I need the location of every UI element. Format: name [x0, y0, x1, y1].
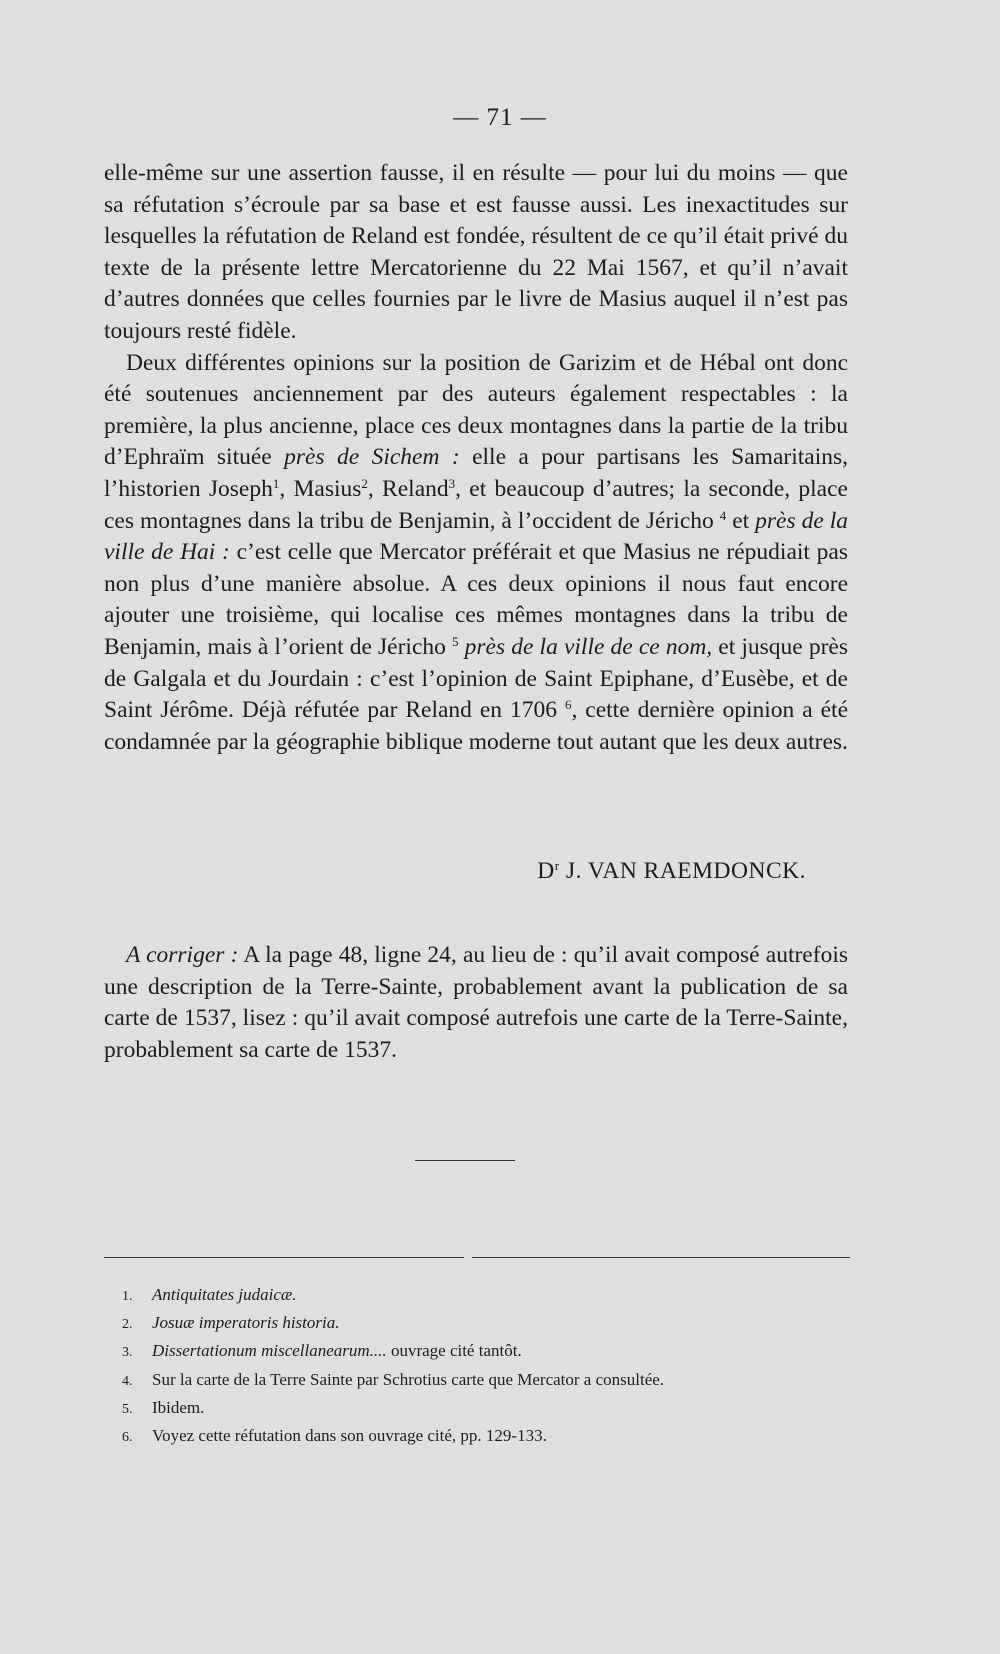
- main-text: [104, 158, 848, 758]
- italic-phrase: près de Sichem :: [284, 444, 460, 471]
- text-run: Deux différentes opinions sur la position de Garizim et de Hébal ont donc été soutenues anciennement par des auteurs également respectables : la première, la plus ancienne, place ces deux montagnes dans la partie de la tribu d’Ephraïm située: [104, 349, 848, 471]
- text-run: et jusque près de Galgala et du Jourdain : c’est l’opinion de Saint Epiphane, d’Eusèbe, et de Saint Jérôme. Déjà réfutée par Reland en 1706: [104, 633, 849, 724]
- text-run: , cette dernière opinion a été condamnée par la géographie biblique moderne tout autant que les deux autres.: [104, 697, 849, 755]
- footnote-item: [122, 1282, 862, 1310]
- footnote-title: Josuæ imperatoris historia.: [152, 1313, 340, 1333]
- author-signature: [0, 858, 806, 885]
- footnote-rule-right: [472, 1257, 850, 1258]
- footnote-title: Dissertationum miscellanearum....: [152, 1341, 387, 1361]
- paragraph-2: [104, 348, 848, 759]
- corrigendum-label: A corriger :: [126, 942, 239, 968]
- signature-title: D: [537, 858, 555, 884]
- footnote-ref-5[interactable]: 5: [452, 633, 459, 649]
- text-run: , Masius: [279, 475, 362, 502]
- footnote-text: Sur la carte de la Terre Sainte par Schrotius carte que Mercator a consultée.: [152, 1369, 665, 1389]
- italic-phrase: près de la ville de ce nom,: [464, 633, 713, 660]
- footnote-ref-6[interactable]: 6: [564, 697, 572, 713]
- corrigendum: [104, 940, 848, 1066]
- text-run: c’est celle que Mercator préférait et que Masius ne répudiait pas non plus d’une manière absolue. A ces deux opinions il nous faut encore ajouter une troisième, qui localise ces mêmes montagnes dans la tribu de Benjamin, mais à l’orient de Jéricho: [104, 539, 848, 660]
- footnote-ref-1[interactable]: 1: [272, 475, 280, 491]
- footnotes: [122, 1282, 862, 1451]
- footnote-text: ouvrage cité tantôt.: [390, 1341, 522, 1361]
- footnote-rule-left: [104, 1257, 464, 1258]
- section-divider: [415, 1160, 515, 1161]
- text-run: , Reland: [367, 475, 449, 502]
- footnote-ref-2[interactable]: 2: [361, 475, 368, 491]
- footnote-number: 2.: [122, 1317, 133, 1333]
- footnote-number: 3.: [122, 1345, 133, 1361]
- signature-title-suffix: r: [554, 858, 560, 873]
- text-run: et: [732, 507, 750, 534]
- footnote-number: 6.: [122, 1430, 133, 1446]
- footnote-title: Antiquitates judaicæ.: [152, 1285, 297, 1304]
- paragraph-1: elle-même sur une assertion fausse, il en résulte — pour lui du moins — que sa réfutation s’écroule par sa base et est fausse aussi. Les inexactitudes sur lesquelles la réfutation de Reland est fondée, résultent de ce qu’il était privé du texte de la présente lettre Mercatorienne du 22 Mai 1567, et qu’il n’avait d’autres données que celles fournies par le livre de Masius auquel il n’est pas toujours resté fidèle.: [104, 160, 848, 344]
- footnote-text: Voyez cette réfutation dans son ouvrage cité, pp. 129-133.: [152, 1426, 547, 1446]
- footnote-text: Ibidem.: [152, 1397, 205, 1417]
- signature-name: J. VAN RAEMDONCK.: [565, 858, 806, 884]
- footnote-ref-4[interactable]: 4: [719, 507, 727, 523]
- page-number: — 71 —: [453, 104, 547, 131]
- italic-phrase: près de la ville de Hai :: [104, 507, 849, 566]
- footnote-item: [122, 1338, 862, 1366]
- footnote-number: 1.: [122, 1289, 133, 1304]
- text-run: elle a pour partisans les Samaritains, l’historien Joseph: [104, 444, 849, 502]
- footnote-item: [122, 1367, 862, 1395]
- footnote-number: 4.: [122, 1373, 133, 1389]
- footnote-ref-3[interactable]: 3: [448, 475, 456, 491]
- footnote-item: [122, 1423, 862, 1451]
- footnote-item: [122, 1310, 862, 1338]
- footnote-number: 5.: [122, 1401, 133, 1417]
- footnote-item: [122, 1395, 862, 1423]
- text-run: , et beaucoup d’autres; la seconde, place ces montagnes dans la tribu de Benjamin, à l’occident de Jéricho: [104, 475, 848, 534]
- corrigendum-text: A la page 48, ligne 24, au lieu de : qu’il avait composé autrefois une description de la Terre-Sainte, probablement avant la publication de sa carte de 1537, lisez : qu’il avait composé autrefois une carte de la Terre-Sainte, probablement sa carte de 1537.: [104, 942, 848, 1063]
